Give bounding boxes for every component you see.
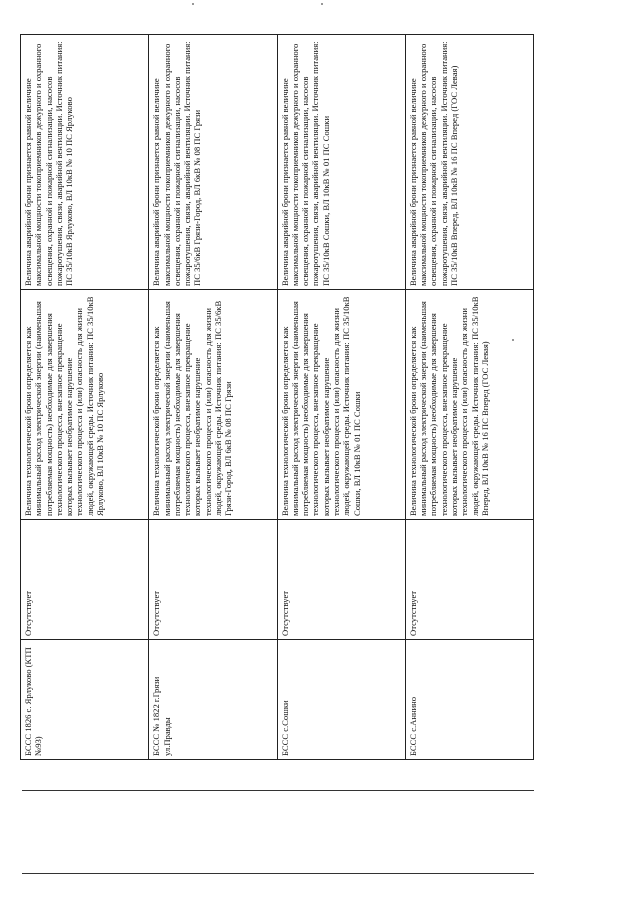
emergency-armor-description-cell: Величина аварийной брони признается равной величине максимальной мощности токоприемников дежурного и охранного освещения, охранной и пожарной сигнализации, насосов пожаротушения, связи, аварийной вентиляции. Источник питания: ПС 35/10кВ Сошки, ВЛ 10кВ № 01 ПС Сошки: [277, 35, 405, 290]
emergency-armor-description-cell: Величина аварийной брони признается равной величине максимальной мощности токоприемников дежурного и охранного освещения, охранной и пожарной сигнализации, насосов пожаротушения, связи, аварийной вентиляции. Источник питания: ПС 35/10кВ Ярлуково, ВЛ 10кВ № 10 ПС Ярлуково: [21, 35, 149, 290]
object-name-cell: БССС № 1822 г.Грязи ул.Правды: [149, 640, 277, 760]
tech-armor-status-cell: Отсутствует: [149, 520, 277, 640]
table-trailing-rule: [22, 873, 534, 874]
power-reserve-table: [20, 34, 534, 760]
tech-armor-status-cell: Отсутствует: [21, 520, 149, 640]
scan-speck: [321, 3, 323, 5]
tech-armor-status-cell: Отсутствует: [405, 520, 533, 640]
table-row: [405, 35, 533, 760]
tech-armor-status-cell: Отсутствует: [277, 520, 405, 640]
object-name-cell: БССС с.Аннино: [405, 640, 533, 760]
table-row: [277, 35, 405, 760]
tech-armor-description-cell: Величина технологической брони определяется как минимальный расход электрической энергии (наименьшая потребляемая мощность) необходимые для завершения технологического процесса, внезапное прекращение которых вызывает необратимое нарушение технологического процесса и (или) опасность для жизни людей, окружающей среды. Источник питания: ПС 35/10кВ Вперед, ВЛ 10кВ № 16 ПС Вперед (ГОС Левая): [405, 290, 533, 520]
table-row: [21, 35, 149, 760]
scan-speck: [192, 3, 194, 5]
tech-armor-description-cell: Величина технологической брони определяется как минимальный расход электрической энергии (наименьшая потребляемая мощность) необходимые для завершения технологического процесса, внезапное прекращение которых вызывает необратимое нарушение технологического процесса и (или) опасность для жизни людей, окружающей среды. Источник питания: ПС 35/6кВ Грязи-Город, ВЛ 6кВ № 08 ПС Грязи: [149, 290, 277, 520]
tech-armor-description-cell: Величина технологической брони определяется как минимальный расход электрической энергии (наименьшая потребляемая мощность) необходимые для завершения технологического процесса, внезапное прекращение которых вызывает необратимое нарушение технологического процесса и (или) опасность для жизни людей, окружающей среды. Источник питания: ПС 35/10кВ Ярлуково, ВЛ 10кВ № 10 ПС Ярлуково: [21, 290, 149, 520]
object-name-cell: БССС с.Сошки: [277, 640, 405, 760]
tech-armor-description-cell: Величина технологической брони определяется как минимальный расход электрической энергии (наименьшая потребляемая мощность) необходимые для завершения технологического процесса, внезапное прекращение которых вызывает необратимое нарушение технологического процесса и (или) опасность для жизни людей, окружающей среды. Источник питания: ПС 35/10кВ Сошки, ВЛ 10кВ № 01 ПС Сошки: [277, 290, 405, 520]
rotated-table-wrapper: [20, 35, 534, 760]
object-name-cell: БССС 1826 с. Ярлуково (КТП №93): [21, 640, 149, 760]
table-trailing-rule: [22, 790, 534, 791]
table-row: [149, 35, 277, 760]
emergency-armor-description-cell: Величина аварийной брони признается равной величине максимальной мощности токоприемников дежурного и охранного освещения, охранной и пожарной сигнализации, насосов пожаротушения, связи, аварийной вентиляции. Источник питания: ПС 35/6кВ Грязи-Город, ВЛ 6кВ № 08 ПС Грязи: [149, 35, 277, 290]
emergency-armor-description-cell: Величина аварийной брони признается равной величине максимальной мощности токоприемников дежурного и охранного освещения, охранной и пожарной сигнализации, насосов пожаротушения, связи, аварийной вентиляции. Источник питания: ПС 35/10кВ Вперед, ВЛ 10кВ № 16 ПС Вперед (ГОС Левая): [405, 35, 533, 290]
